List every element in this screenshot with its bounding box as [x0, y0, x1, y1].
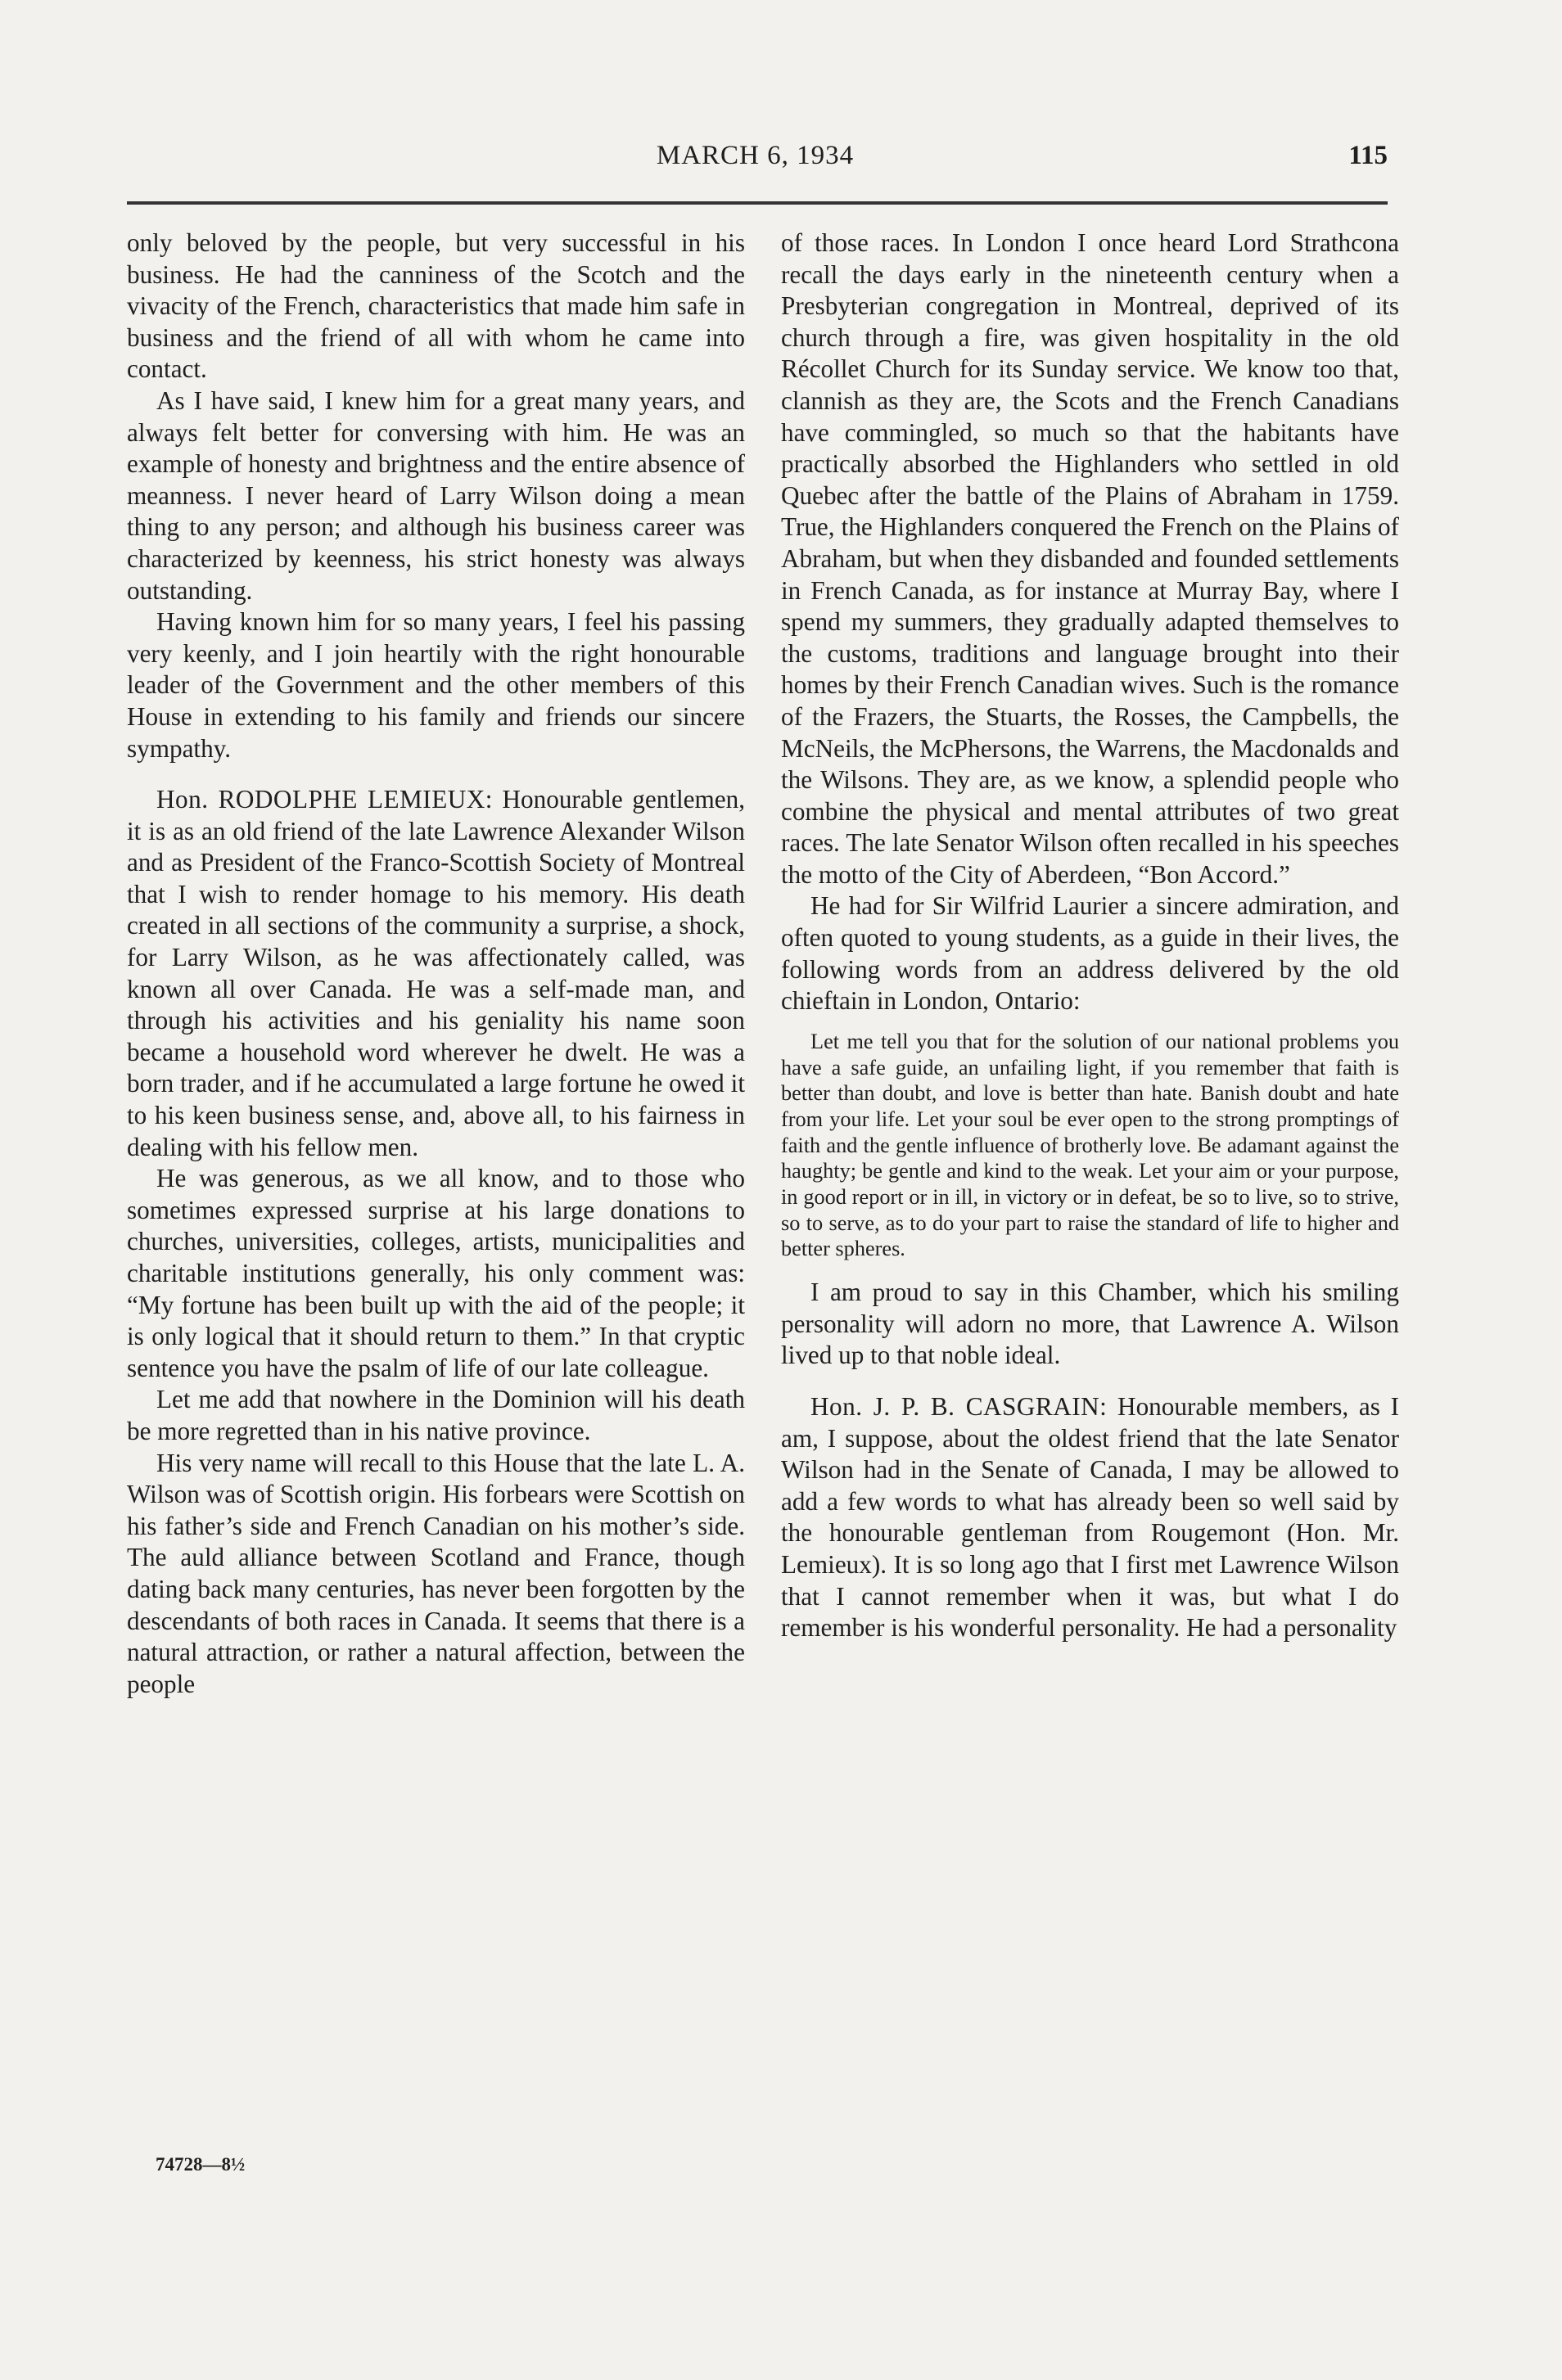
- speech-lemieux: [127, 784, 745, 1163]
- paragraph: only beloved by the people, but very successful in his business. He had the canniness of the Scotch and the vivacity of the French, characteristics that made him safe in business and the friend of all with whom he came into contact.: [127, 228, 745, 384]
- speaker-name: Hon. J. P. B. CASGRAIN:: [810, 1391, 1108, 1421]
- header-date: MARCH 6, 1934: [656, 141, 855, 170]
- paragraph: of those races. In London I once heard Lord Strathcona recall the days early in the nineteenth century when a Presbyterian congregation in Montreal, deprived of its church through a fire, was given hospitality in the old Récollet Church for its Sunday service. We know too that, clannish as they are, the Scots and the French Canadians have commingled, so much so that the habitants have practically absorbed the Highlanders who settled in old Quebec after the battle of the Plains of Abraham in 1759. True, the Highlanders conquered the French on the Plains of Abraham, but when they disbanded and founded settlements in French Canada, as for instance at Murray Bay, where I spend my summers, they gradually adapted themselves to the customs, traditions and language brought into their homes by their French Canadian wives. Such is the romance of the Frazers, the Stuarts, the Rosses, the Campbells, the McNeils, the McPhersons, the Warrens, the Macdonalds and the Wilsons. They are, as we know, a splendid people who combine the physical and mental attributes of two great races. The late Senator Wilson often recalled in his speeches the motto of the City of Aberdeen, “Bon Accord.”: [781, 228, 1399, 889]
- header-rule: [127, 201, 1388, 205]
- paragraph: He was generous, as we all know, and to those who sometimes expressed surprise at his large donations to churches, universities, colleges, artists, municipalities and charitable institutions generally, his only comment was: “My fortune has been built up with the aid of the people; it is only logical that it should return to them.” In that cryptic sentence you have the psalm of life of our late colleague.: [127, 1164, 745, 1382]
- speech-casgrain: [781, 1391, 1399, 1644]
- page-number: 115: [1348, 141, 1388, 170]
- paragraph: He had for Sir Wilfrid Laurier a sincere admiration, and often quoted to young students, as a guide in their lives, the following words from an address delivered by the old chieftain in London, Ontario:: [781, 891, 1399, 1016]
- left-column: [127, 228, 745, 2167]
- paragraph: Let me add that nowhere in the Dominion will his death be more regretted than in his native province.: [127, 1385, 745, 1445]
- paragraph: His very name will recall to this House that the late L. A. Wilson was of Scottish origin. His forbears were Scottish on his father’s side and French Canadian on his mother’s side. The auld alliance between Scotland and France, though dating back many centuries, has never been forgotten by the descendants of both races in Canada. It seems that there is a natural attraction, or rather a natural affection, between the people: [127, 1448, 745, 1698]
- paragraph: I am proud to say in this Chamber, which his smiling personality will adorn no more, that Lawrence A. Wilson lived up to that noble ideal.: [781, 1278, 1399, 1370]
- paragraph: As I have said, I knew him for a great many years, and always felt better for conversing with him. He was an example of honesty and brightness and the entire absence of meanness. I never heard of Larry Wilson doing a mean thing to any person; and although his business career was characterized by keenness, his strict honesty was always outstanding.: [127, 385, 745, 605]
- page-header: [123, 141, 1388, 190]
- right-column: [781, 228, 1399, 2167]
- paragraph: Having known him for so many years, I feel his passing very keenly, and I join heartily with the right honourable leader of the Government and the other members of this House in extending to his family and friends our sincere sympathy.: [127, 607, 745, 763]
- speaker-name: Hon. RODOLPHE LEMIEUX:: [156, 785, 493, 814]
- footer-code: 74728—8½: [156, 2154, 246, 2175]
- speech-text: Honourable members, as I am, I suppose, about the oldest friend that the late Senator Wilson had in the Senate of Canada, I may be allowed to add a few words to what has already been so well said by the honourable gentleman from Rougemont (Hon. Mr. Lemieux). It is so long ago that I first met Lawrence Wilson that I cannot remember when it was, but what I do remember is his wonderful personality. He had a personality: [781, 1391, 1399, 1643]
- speech-text: Honourable gentlemen, it is as an old friend of the late Lawrence Alexander Wilson and as President of the Franco-Scottish Society of Montreal that I wish to render homage to his memory. His death created in all sections of the community a surprise, a shock, for Larry Wilson, as he was affectionately called, was known all over Canada. He was a self-made man, and through his activities and his geniality his name soon became a household word wherever he dwelt. He was a born trader, and if he accumulated a large fortune he owed it to his keen business sense, and, above all, to his fairness in dealing with his fellow men.: [127, 785, 745, 1161]
- block-quote: Let me tell you that for the solution of our national problems you have a safe guide, an unfailing light, if you remember that faith is better than doubt, and love is better than hate. Banish doubt and hate from your life. Let your soul be ever open to the strong promptings of faith and the gentle influence of brotherly love. Be adamant against the haughty; be gentle and kind to the weak. Let your aim or your purpose, in good report or in ill, in victory or in defeat, be so to live, so to strive, so to serve, as to do your part to raise the standard of life to higher and better spheres.: [781, 1029, 1399, 1261]
